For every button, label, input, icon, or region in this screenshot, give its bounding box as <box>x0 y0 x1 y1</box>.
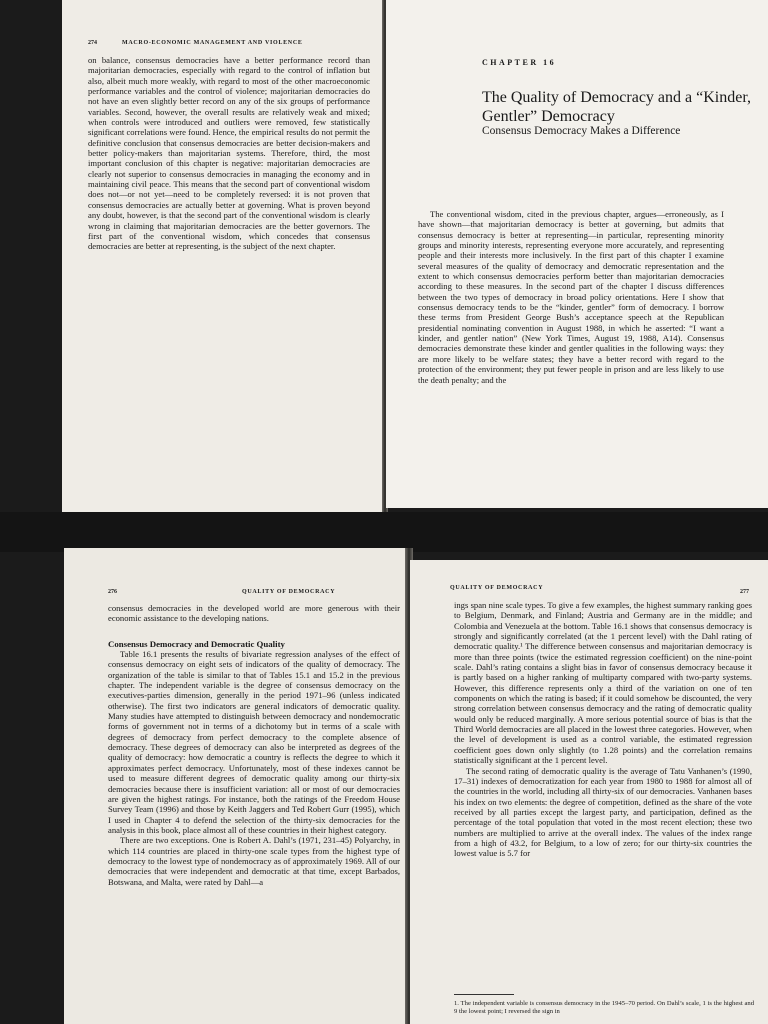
running-head: MACRO-ECONOMIC MANAGEMENT AND VIOLENCE <box>122 40 303 46</box>
running-head: QUALITY OF DEMOCRACY <box>450 585 544 591</box>
paragraph: There are two exceptions. One is Robert A. Dahl’s (1971, 231–45) Polyarchy, in which 114 countries are placed in thirty-one scale types from the highest type of democracy to the lowest type of nondemocracy as of approximately 1969. All of our democracies that were independent and democratic at that time, except Barbados, Botswana, and Malta, were rated by Dahl—a <box>108 835 400 887</box>
chapter-title: The Quality of Democracy and a “Kinder, Gentler” Democracy <box>482 89 752 125</box>
paragraph: ings span nine scale types. To give a few examples, the highest summary ranking goes to Belgium, Denmark, and Finland; Austria and Germany are in the middle; and Colombia and Venezuela at the bottom. Table 16.1 shows that consensus democracy is strongly and significantly correlated (at the 1 percent level) with the Dahl rating of democratic quality.¹ The difference between consensus and majoritarian democracy is more than three points (twice the estimated regression coefficient) on the nine-point scale. Dahl’s rating contains a slight bias in favor of consensus democracy because it is partly based on a higher ranking of multiparty compared with two-party systems. However, this difference represents only a third of the variation on one of ten components on which the rating is based; if it could somehow be discounted, the very strong correlation between consensus democracy and the rating of democratic quality would only be reduced marginally. A more serious potential source of bias is that the Third World democracies are all placed in the lowest three categories. However, when the level of development is used as a control variable, the estimated regression coefficient goes down only slightly (to 1.28 points) and the correlation remains statistically significant at the 1 percent level. <box>454 600 752 766</box>
page-number: 277 <box>740 589 749 595</box>
chapter-subtitle: Consensus Democracy Makes a Difference <box>482 125 681 137</box>
footnote-rule <box>454 994 514 995</box>
page-276 <box>64 548 409 1024</box>
page-number: 276 <box>108 589 117 595</box>
page-274 <box>62 0 384 518</box>
body-text <box>108 603 400 887</box>
footnote: 1. The independent variable is consensus democracy in the 1945–70 period. On Dahl’s scale, 1 is the highest and 9 the lowest point; I reversed the sign in <box>454 1000 754 1015</box>
paragraph: on balance, consensus democracies have a better performance record than majoritarian democracies, especially with regard to the control of inflation but also, albeit much more weakly, with regard to most of the other macroeconomic performance variables and the control of violence; majoritarian democracies do not have an even slightly better record on any of the six groups of performance variables. Second, however, the overall results are relatively weak and mixed; when controls were introduced and outliers were removed, few statistically significant correlations were found. Hence, the empirical results do not permit the definitive conclusion that consensus democracies are better decision-makers and better policy-makers than majoritarian systems. Therefore, third, the most important conclusion of this chapter is negative: majoritarian democracies are clearly not superior to consensus democracies in managing the economy and in maintaining civil peace. This means that the second part of conventional wisdom does not—or not yet—need to be completely reversed: it is not proven that consensus democracies are actually better at governing. What is proven beyond any doubt, however, is that the second part of the conventional wisdom is clearly wrong in claiming that majoritarian democracies are the better governors. The first part of the conventional wisdom, which concedes that consensus democracies are better at representing, is the subject of the next chapter. <box>88 55 370 252</box>
paragraph: Table 16.1 presents the results of bivariate regression analyses of the effect of consensus democracy on eight sets of indicators of the quality of democracy. The organization of the table is similar to that of Tables 15.1 and 15.2 in the previous chapter. The independent variable is the degree of consensus democracy on the executives-parties dimension, generally in the period 1971–96 (unless indicated otherwise). The first two indicators are general indicators of democratic quality. Many studies have attempted to distinguish between democracy and nondemocratic forms of government not in terms of a dichotomy but in terms of a scale with degrees of democracy from perfect democracy to the complete absence of democracy. These degrees of democracy can also be interpreted as degrees of the quality of democracy: how democratic a country is reflects the degree to which it approximates perfect democracy. Unfortunately, most of these indexes cannot be used to measure different degrees of democratic quality among our thirty-six democracies because there is insufficient variation: all or most of our democracies are given the highest ratings. For instance, both the ratings of the Freedom House Survey Team (1996) and those by Keith Jaggers and Ted Robert Gurr (1995), which I used in Chapter 4 to defend the selection of the thirty-six democracies for the analysis in this book, place almost all of these countries in their highest category. <box>108 649 400 835</box>
page-275 <box>386 0 768 508</box>
paragraph: The second rating of democratic quality is the average of Tatu Vanhanen’s (1990, 17–31) indexes of democratization for each year from 1980 to 1988 for almost all of the countries in the world, including all thirty-six of our democracies. Vanhanen bases his index on two elements: the degree of competition, defined as the share of the vote received by all parties except the largest party, and participation, defined as the percentage of the total population that voted in the most recent election; these two numbers are multiplied to arrive at the overall index. The values of the index range from a high of 43.2, for Belgium, to a low of zero; for our thirty-six countries the lowest value is 5.7 for <box>454 765 752 859</box>
body-text <box>88 55 370 252</box>
page-number: 274 <box>88 40 97 46</box>
running-head: QUALITY OF DEMOCRACY <box>242 589 336 595</box>
section-heading: Consensus Democracy and Democratic Quality <box>108 638 285 649</box>
body-text <box>454 600 752 859</box>
chapter-label: CHAPTER 16 <box>482 58 557 67</box>
body-text <box>418 209 724 385</box>
paragraph: consensus democracies in the developed world are more generous with their economic assistance to the developing nations. <box>108 603 400 624</box>
page-277 <box>410 560 768 1024</box>
scan-gap <box>0 512 768 552</box>
paragraph: The conventional wisdom, cited in the previous chapter, argues—erroneously, as I have shown—that majoritarian democracy is better at governing, but admits that consensus democracy is better at representing—in particular, representing minority groups and minority interests, representing everyone more accurately, and representing people and their interests more inclusively. In the first part of this chapter I examine several measures of the quality of democracy and democratic representation and the extent to which consensus democracies perform better than majoritarian democracies according to these measures. In the second part of the chapter I discuss differences between the two types of democracy in broad policy orientations. Here I show that consensus democracy tends to be the “kinder, gentler” form of democracy. I borrow these terms from President George Bush’s acceptance speech at the Republican presidential nominating convention in August 1988, in which he asserted: “I want a kinder, and gentler nation” (New York Times, August 19, 1988, A14). Consensus democracies demonstrate these kinder and gentler qualities in the following ways: they are more likely to be welfare states; they have a better record with regard to the protection of the environment; they put fewer people in prison and are less likely to use the death penalty; and the <box>418 209 724 385</box>
